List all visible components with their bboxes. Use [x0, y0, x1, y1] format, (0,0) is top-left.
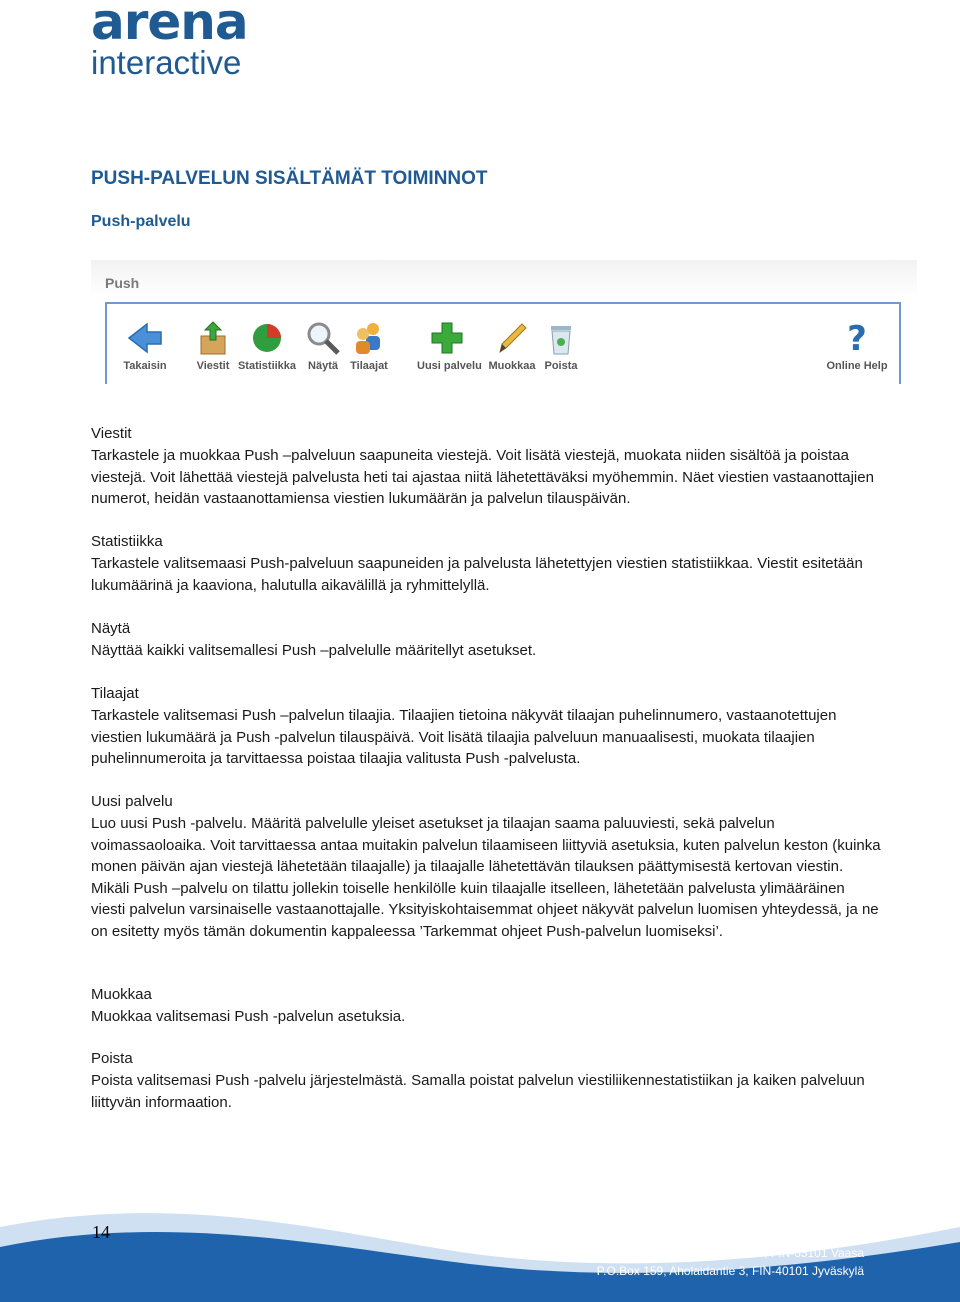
delete-label: Poista [544, 360, 578, 372]
online-help-label: Online Help [826, 360, 888, 372]
section-subtitle: Push-palvelu [91, 213, 191, 230]
plus-icon [427, 318, 467, 358]
section-viestit [91, 423, 881, 510]
section-title: Statistiikka [91, 533, 163, 550]
pencil-icon [492, 318, 532, 358]
section-title: Näytä [91, 620, 131, 637]
toolbar [105, 302, 901, 384]
toolbar-title: Push [105, 275, 140, 291]
messages-label: Viestit [196, 360, 230, 372]
arena-logo [91, 0, 248, 80]
footer-contact [594, 1208, 864, 1280]
pie-chart-icon [247, 318, 287, 358]
page-number: 14 [92, 1222, 110, 1242]
section-body: Poista valitsemasi Push -palvelu järjestelmästä. Samalla poistat palvelun viestiliikennestatistiikan ja kaiken palveluun liittyvän informaation. [91, 1072, 865, 1111]
section-title: Viestit [91, 425, 132, 442]
section-title: Tilaajat [91, 685, 139, 702]
section-title: Poista [91, 1050, 133, 1067]
magnifier-icon [303, 318, 343, 358]
trash-icon [541, 318, 581, 358]
edit-label: Muokkaa [488, 360, 536, 372]
section-title: Muokkaa [91, 986, 152, 1003]
section-body: Näyttää kaikki valitsemallesi Push –palvelulle määritellyt asetukset. [91, 642, 537, 659]
subscribers-label: Tilaajat [350, 360, 388, 372]
section-tilaajat [91, 683, 881, 770]
subscribers-button[interactable] [339, 318, 399, 372]
section-muokkaa [91, 984, 881, 1028]
new-service-button[interactable] [417, 318, 482, 372]
online-help-button[interactable] [819, 318, 895, 372]
statistics-label: Statistiikka [237, 360, 297, 372]
footer-company: Arena Interactive Ltd [753, 1210, 864, 1224]
section-uusi-palvelu [91, 791, 881, 943]
svg-text:?: ? [847, 319, 867, 358]
back-label: Takaisin [123, 360, 167, 372]
section-title: Uusi palvelu [91, 793, 173, 810]
footer-website: www.arenainteractive.fi [740, 1228, 864, 1242]
new-service-label: Uusi palvelu [417, 360, 482, 372]
logo-text-bottom: interactive [91, 44, 242, 81]
logo-text-top: arena [91, 0, 248, 51]
section-body: Muokkaa valitsemasi Push -palvelun asetuksia. [91, 1008, 406, 1025]
delete-button[interactable] [531, 318, 591, 372]
statistics-button[interactable] [237, 318, 297, 372]
show-label: Näytä [308, 360, 338, 372]
toolbar-screenshot [91, 260, 917, 382]
help-icon [837, 318, 877, 358]
footer-address-1: P.O.Box 52, Hietasaarenkatu 20, FIN-65101 Vaasa [593, 1246, 864, 1260]
users-icon [349, 318, 389, 358]
messages-button[interactable] [183, 318, 243, 372]
inbox-download-icon [193, 318, 233, 358]
section-body: Tarkastele valitsemasi Push –palvelun tilaajia. Tilaajien tietoina näkyvät tilaajan puhelinnumero, vastaanotettujen viestien lukumäärä ja Push -palvelun tilauspäivä. Voit lisätä tilaajia palveluun manuaalisesti, muokata tilaajien puhelinnumeroita ja tarvittaessa poistaa tilaajia valitusta Push -palvelusta. [91, 707, 837, 768]
section-body: Tarkastele valitsemaasi Push-palveluun saapuneiden ja palvelusta lähetettyjen viestien statistiikkaa. Viestit esitetään lukumäärinä ja kaaviona, halutulla aikavälillä ja ryhmittelyllä. [91, 555, 863, 594]
section-nayta [91, 618, 881, 662]
section-poista [91, 1048, 881, 1113]
section-body: Tarkastele ja muokkaa Push –palveluun saapuneita viestejä. Voit lisätä viestejä, muokata niiden sisältöä ja poistaa viestejä. Voit lähettää viestejä palvelusta heti tai ajastaa niitä lähetettäväksi myöhemmin. Näet viestien vastaanottajien numerot, heidän vastaanottamiensa viestien lukumäärän ja palvelun tilauspäivän. [91, 447, 874, 508]
back-arrow-icon [125, 318, 165, 358]
footer-address-2: P.O.Box 159, Aholaidantie 3, FIN-40101 Jyväskylä [596, 1264, 864, 1278]
back-button[interactable] [115, 318, 175, 372]
section-statistiikka [91, 531, 881, 596]
section-body: Luo uusi Push -palvelu. Määritä palvelulle yleiset asetukset ja tilaajan saama paluuviesti, sekä palvelun voimassaoloaika. Voit tarvittaessa antaa muitakin palvelun tilaamiseen liittyviä asetuksia, kuten palvelun keston (kuinka monen päivän ajan viestejä lähetetään tilaajalle) ja tilaajalle lähetettävän tilauksen päättymisestä kertovan viestin. Mikäli Push –palvelu on tilattu jollekin toiselle henkilölle kuin tilaajalle itselleen, lähetetään palvelusta ylimääräinen viesti palvelun varsinaiselle vastaanottajalle. Yksityiskohtaisemmat ohjeet näkyvät palvelun luomisen yhteydessä, ja ne on esitetty myös tämän dokumentin kappaleessa ’Tarkemmat ohjeet Push-palvelun luomiseksi’. [91, 815, 881, 940]
page-title: PUSH-PALVELUN SISÄLTÄMÄT TOIMINNOT [91, 168, 488, 189]
